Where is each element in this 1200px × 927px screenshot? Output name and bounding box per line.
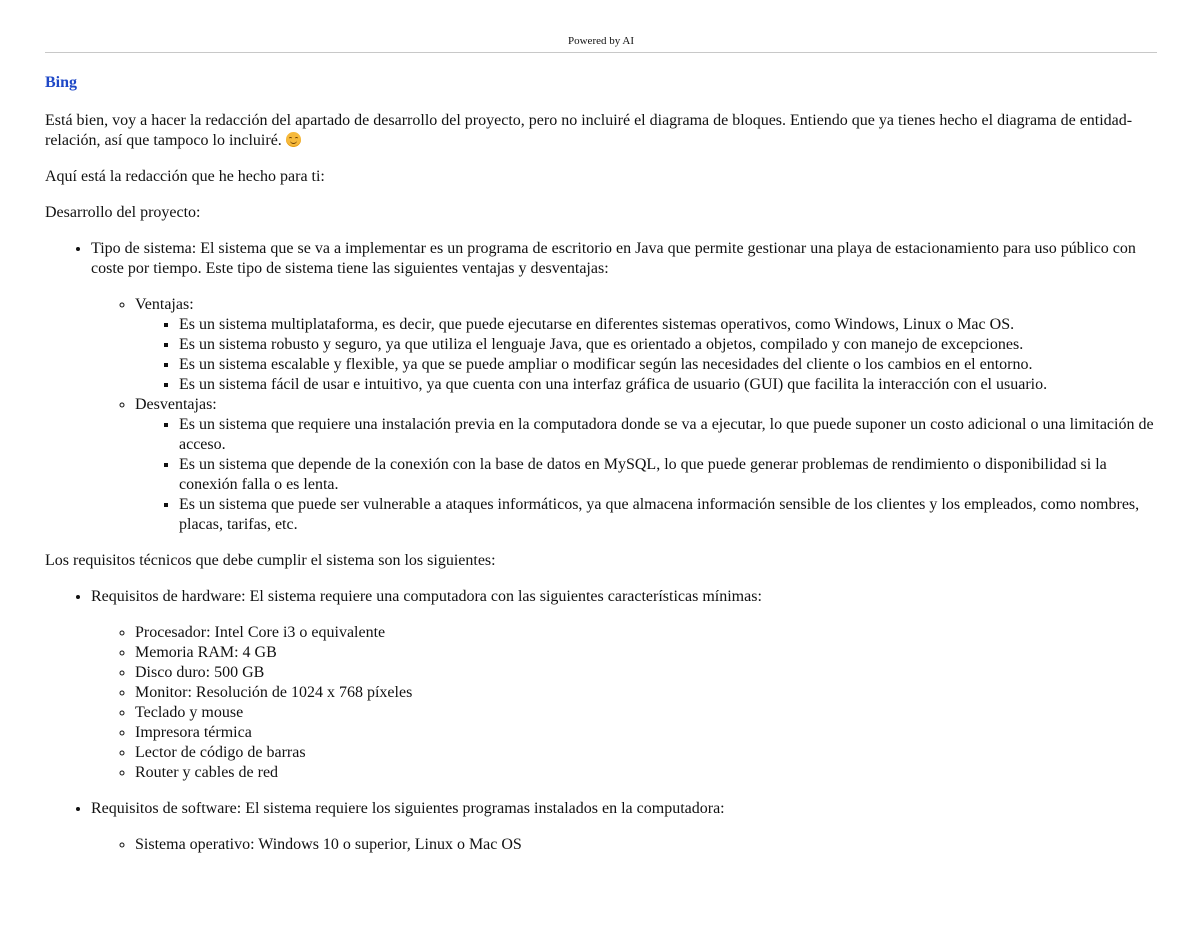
advantages-label: Ventajas: (135, 296, 194, 313)
list-item: ◦ Teclado y mouse (135, 703, 1157, 723)
section-title: Desarrollo del proyecto: (45, 204, 201, 221)
list-item (91, 799, 1157, 855)
list-item (135, 295, 1157, 395)
advantages-list (135, 315, 1157, 395)
list-item: ▪ Es un sistema escalable y flexible, ya que se puede ampliar o modificar según las necesidades del cliente o los cambios en el entorno. (179, 355, 1157, 375)
list-item: ▪ Es un sistema que depende de la conexión con la base de datos en MySQL, lo que puede generar problemas de rendimiento o disponibilidad si la conexión falla o es lenta. (179, 455, 1157, 495)
system-type-text: Tipo de sistema: El sistema que se va a implementar es un programa de escritorio en Java que permite gestionar una playa de estacionamiento para uso público con coste por tiempo. Este tipo de sistema tiene las siguientes ventajas y desventajas: (91, 240, 1136, 277)
list-item (135, 395, 1157, 535)
list-item: ◦ Monitor: Resolución de 1024 x 768 píxeles (135, 683, 1157, 703)
list-item: ◦ Lector de código de barras (135, 743, 1157, 763)
requirements-intro: Los requisitos técnicos que debe cumplir el sistema son los siguientes: (45, 552, 496, 569)
list-item: ▪ Es un sistema multiplataforma, es decir, que puede ejecutarse en diferentes sistemas operativos, como Windows, Linux o Mac OS. (179, 315, 1157, 335)
list-item: ▪ Es un sistema que puede ser vulnerable a ataques informáticos, ya que almacena información sensible de los clientes y los empleados, como nombres, placas, tarifas, etc. (179, 495, 1157, 535)
system-type-list (45, 239, 1157, 535)
hardware-text: Requisitos de hardware: El sistema requiere una computadora con las siguientes características mínimas: (91, 588, 762, 605)
lead-paragraph: Aquí está la redacción que he hecho para ti: (45, 168, 325, 185)
disadvantages-label: Desventajas: (135, 396, 217, 413)
list-item: ◦ Sistema operativo: Windows 10 o superior, Linux o Mac OS (135, 835, 1157, 855)
list-item: ◦ Procesador: Intel Core i3 o equivalente (135, 623, 1157, 643)
list-item: ◦ Impresora térmica (135, 723, 1157, 743)
pros-cons-list (91, 295, 1157, 535)
disadvantages-list (135, 415, 1157, 535)
list-item: ◦ Memoria RAM: 4 GB (135, 643, 1157, 663)
software-list (91, 835, 1157, 855)
powered-by-banner: Powered by AI (45, 0, 1157, 53)
requirements-list (45, 587, 1157, 855)
list-item: ▪ Es un sistema fácil de usar e intuitivo, ya que cuenta con una interfaz gráfica de usuario (GUI) que facilita la interacción con el usuario. (179, 375, 1157, 395)
list-item: ◦ Disco duro: 500 GB (135, 663, 1157, 683)
list-item: ▪ Es un sistema que requiere una instalación previa en la computadora donde se va a ejecutar, lo que puede suponer un costo adicional o una limitación de acceso. (179, 415, 1157, 455)
intro-text: Está bien, voy a hacer la redacción del apartado de desarrollo del proyecto, pero no incluiré el diagrama de bloques. Entiendo que ya tienes hecho el diagrama de entidad-relación, así que tampoco lo incluiré. (45, 112, 1133, 149)
intro-paragraph (45, 111, 1157, 151)
list-item (91, 239, 1157, 535)
smiling-face-emoji-icon (286, 132, 301, 147)
list-item (91, 587, 1157, 783)
chat-transcript (45, 0, 1157, 855)
list-item: ◦ Router y cables de red (135, 763, 1157, 783)
hardware-list (91, 623, 1157, 783)
software-text: Requisitos de software: El sistema requiere los siguientes programas instalados en la computadora: (91, 800, 725, 817)
message-author: Bing (45, 74, 78, 91)
list-item: ▪ Es un sistema robusto y seguro, ya que utiliza el lenguaje Java, que es orientado a objetos, compilado y con manejo de excepciones. (179, 335, 1157, 355)
